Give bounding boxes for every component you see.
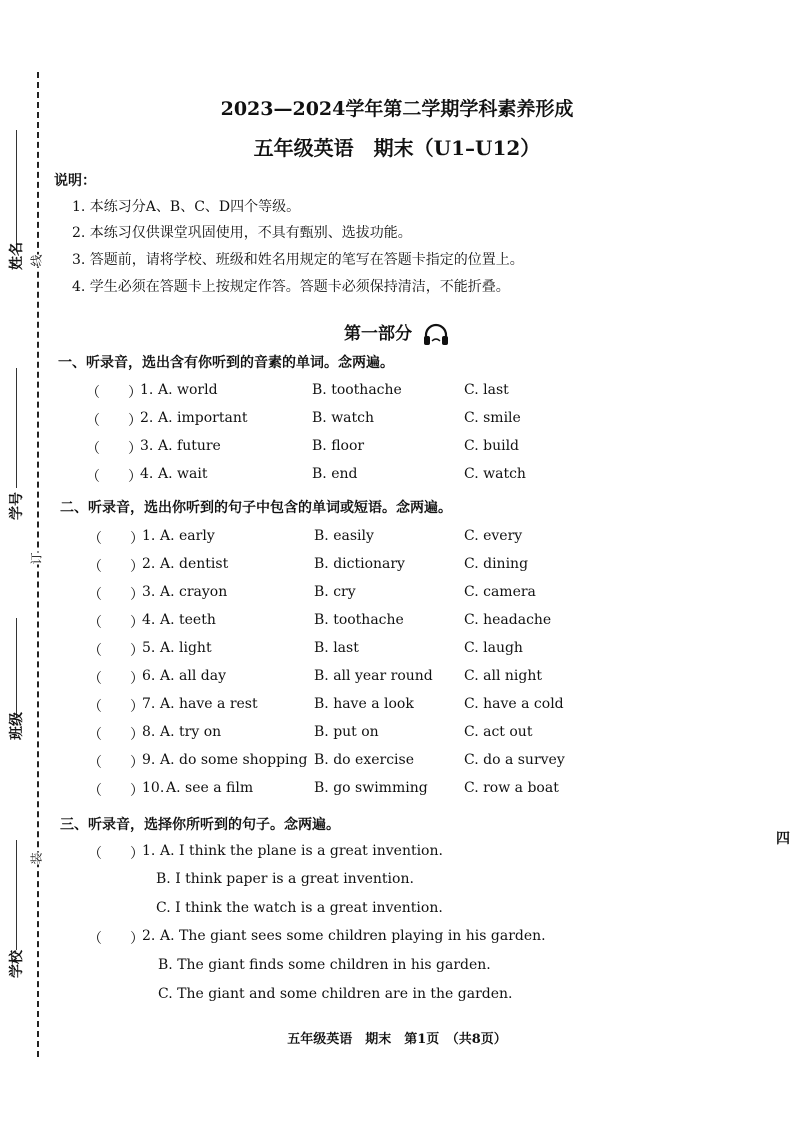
s1-q1-num: 1. xyxy=(140,382,154,398)
s3-q2-num: 2. xyxy=(142,928,156,944)
note-2: 2. 本练习仅供课堂巩固使用，不具有甄别、选拔功能。 xyxy=(72,225,412,241)
s2-q10-option-b: B. go swimming xyxy=(314,780,428,796)
s2-q1-num: 1. xyxy=(142,528,156,544)
s2-q5-option-b: B. last xyxy=(314,640,359,656)
section-2-title: 二、听录音，选出你听到的句子中包含的单词或短语。念两遍。 xyxy=(60,500,452,516)
s1-q1-paren[interactable]: （ ） xyxy=(86,385,142,401)
margin-label-name: 姓名 xyxy=(9,242,25,270)
s3-q1-option-b: B. I think paper is a great invention. xyxy=(156,871,414,887)
s1-q1-option-a: A. world xyxy=(158,382,218,398)
s2-q8-paren[interactable]: （ ） xyxy=(88,727,144,743)
s2-q7-paren[interactable]: （ ） xyxy=(88,699,144,715)
next-page-edge-text: 四 xyxy=(776,831,790,847)
s2-q8-num: 8. xyxy=(142,724,156,740)
s2-q5-option-a: A. light xyxy=(160,640,212,656)
s2-q6-option-c: C. all night xyxy=(464,668,542,684)
note-4: 4. 学生必须在答题卡上按规定作答。答题卡必须保持清洁，不能折叠。 xyxy=(72,279,510,295)
class-write-line xyxy=(16,618,17,718)
s2-q8-option-b: B. put on xyxy=(314,724,379,740)
s1-q4-option-c: C. watch xyxy=(464,466,526,482)
s2-q10-paren[interactable]: （ ） xyxy=(88,783,144,799)
s2-q6-option-b: B. all year round xyxy=(314,668,433,684)
s1-q4-option-b: B. end xyxy=(312,466,358,482)
part-title: 第一部分 xyxy=(344,324,413,344)
s1-q2-option-c: C. smile xyxy=(464,410,521,426)
s2-q2-option-b: B. dictionary xyxy=(314,556,405,572)
s2-q9-option-c: C. do a survey xyxy=(464,752,565,768)
s1-q4-option-a: A. wait xyxy=(158,466,208,482)
binding-word-bind: 装 xyxy=(26,852,47,864)
s2-q3-option-c: C. camera xyxy=(464,584,536,600)
school-write-line xyxy=(16,840,17,950)
note-3: 3. 答题前，请将学校、班级和姓名用规定的笔写在答题卡指定的位置上。 xyxy=(72,252,524,268)
s2-q8-option-c: C. act out xyxy=(464,724,533,740)
s3-q1-paren[interactable]: （ ） xyxy=(88,846,144,862)
s3-q1-num: 1. xyxy=(142,843,156,859)
s2-q8-option-a: A. try on xyxy=(160,724,222,740)
s2-q7-num: 7. xyxy=(142,696,156,712)
page-footer: 五年级英语 期末 第1页 （共8页） xyxy=(287,1032,507,1047)
s2-q9-option-a: A. do some shopping xyxy=(160,752,308,768)
s3-q2-option-a: A. The giant sees some children playing in his garden. xyxy=(160,928,546,944)
exam-title-line2: 五年级英语 期末（U1–U12） xyxy=(253,136,541,160)
s2-q5-option-c: C. laugh xyxy=(464,640,523,656)
s1-q1-option-b: B. toothache xyxy=(312,382,402,398)
s2-q3-option-a: A. crayon xyxy=(160,584,228,600)
s3-q1-option-c: C. I think the watch is a great invention. xyxy=(156,900,443,916)
part-one-heading xyxy=(0,319,794,347)
section-1-title: 一、听录音，选出含有你听到的音素的单词。念两遍。 xyxy=(58,355,394,371)
s1-q3-paren[interactable]: （ ） xyxy=(86,441,142,457)
id-write-line xyxy=(16,368,17,488)
exam-title-line1: 2023—2024学年第二学期学科素养形成 xyxy=(220,98,574,120)
s2-q3-option-b: B. cry xyxy=(314,584,356,600)
notes-label: 说明： xyxy=(54,173,96,189)
s1-q1-option-c: C. last xyxy=(464,382,509,398)
s2-q4-option-b: B. toothache xyxy=(314,612,404,628)
margin-label-id: 学号 xyxy=(9,492,25,520)
s1-q3-option-a: A. future xyxy=(158,438,221,454)
s1-q4-num: 4. xyxy=(140,466,154,482)
s3-q2-option-c: C. The giant and some children are in the garden. xyxy=(158,986,513,1002)
s2-q5-paren[interactable]: （ ） xyxy=(88,643,144,659)
s2-q2-num: 2. xyxy=(142,556,156,572)
s2-q1-option-b: B. easily xyxy=(314,528,374,544)
s2-q10-num: 10. xyxy=(142,780,165,796)
margin-label-school: 学校 xyxy=(9,950,25,978)
s2-q1-paren[interactable]: （ ） xyxy=(88,531,144,547)
s2-q7-option-c: C. have a cold xyxy=(464,696,564,712)
headphones-icon xyxy=(422,323,450,347)
s2-q6-paren[interactable]: （ ） xyxy=(88,671,144,687)
s2-q6-option-a: A. all day xyxy=(160,668,226,684)
s2-q9-num: 9. xyxy=(142,752,156,768)
s2-q2-option-a: A. dentist xyxy=(160,556,229,572)
s1-q3-option-c: C. build xyxy=(464,438,520,454)
s2-q10-option-a: A. see a film xyxy=(166,780,254,796)
s2-q2-paren[interactable]: （ ） xyxy=(88,559,144,575)
s1-q4-paren[interactable]: （ ） xyxy=(86,469,142,485)
section-3-title: 三、听录音，选择你所听到的句子。念两遍。 xyxy=(60,817,340,833)
s1-q3-option-b: B. floor xyxy=(312,438,365,454)
s1-q2-option-a: A. important xyxy=(158,410,248,426)
s2-q10-option-c: C. row a boat xyxy=(464,780,559,796)
s2-q9-paren[interactable]: （ ） xyxy=(88,755,144,771)
s1-q2-option-b: B. watch xyxy=(312,410,375,426)
s3-q2-option-b: B. The giant finds some children in his garden. xyxy=(158,957,491,973)
s2-q3-num: 3. xyxy=(142,584,156,600)
binding-word-line: 线 xyxy=(26,254,47,266)
s2-q6-num: 6. xyxy=(142,668,156,684)
margin-label-class: 班级 xyxy=(9,712,25,740)
s3-q1-option-a: A. I think the plane is a great invention. xyxy=(160,843,443,859)
s2-q9-option-b: B. do exercise xyxy=(314,752,414,768)
s3-q2-paren[interactable]: （ ） xyxy=(88,931,144,947)
s2-q7-option-a: A. have a rest xyxy=(160,696,258,712)
s2-q1-option-a: A. early xyxy=(160,528,215,544)
s1-q2-paren[interactable]: （ ） xyxy=(86,413,142,429)
s2-q4-option-c: C. headache xyxy=(464,612,552,628)
s2-q4-option-a: A. teeth xyxy=(160,612,216,628)
s2-q4-paren[interactable]: （ ） xyxy=(88,615,144,631)
s2-q5-num: 5. xyxy=(142,640,156,656)
note-1: 1. 本练习分A、B、C、D四个等级。 xyxy=(72,199,301,215)
s2-q2-option-c: C. dining xyxy=(464,556,529,572)
s2-q1-option-c: C. every xyxy=(464,528,523,544)
s2-q3-paren[interactable]: （ ） xyxy=(88,587,144,603)
s1-q3-num: 3. xyxy=(140,438,154,454)
s2-q7-option-b: B. have a look xyxy=(314,696,414,712)
binding-word-staple: 订 xyxy=(26,552,47,564)
s2-q4-num: 4. xyxy=(142,612,156,628)
s1-q2-num: 2. xyxy=(140,410,154,426)
